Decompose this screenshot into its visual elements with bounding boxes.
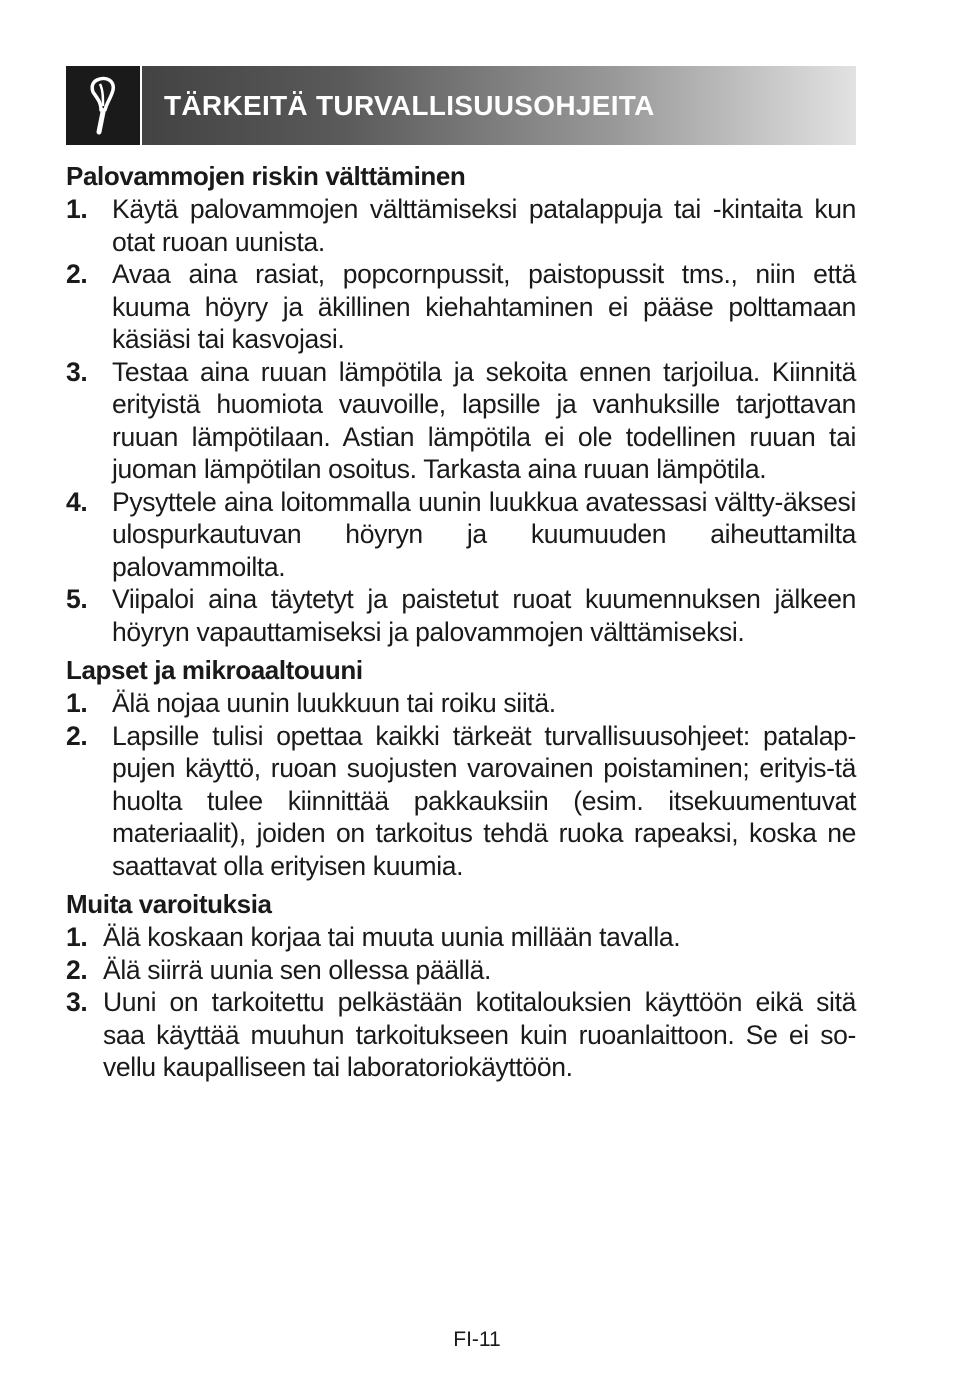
list-item [66,720,856,883]
list-item [66,583,856,648]
item-number: 2. [66,259,88,289]
item-text: Testaa aina ruuan lämpötila ja sekoita ennen tarjoilua. Kiinnitä erityistä huomiota vauvoille, lapsille ja vanhuksille tarjottavan ruuan lämpötilaan. Astian lämpötila ei ole todellinen ruuan tai juoman lämpötilan osoitus. Tarkasta aina ruuan lämpötila. [112,356,856,484]
item-number: 2. [66,720,88,751]
item-text: Älä siirrä uunia sen ollessa päällä. [103,954,492,985]
numbered-list [66,921,856,1084]
section-heading: Lapset ja mikroaaltouuni [66,655,363,685]
numbered-list [66,687,856,882]
item-text: Avaa aina rasiat, popcornpussit, paistopussit tms., niin että kuuma höyry ja äkillinen kiehahtaminen ei pääse polttamaan käsiäsi tai kasvojasi. [112,259,856,354]
list-item [66,258,856,356]
list-item [66,921,856,954]
item-number: 5. [66,584,88,614]
numbered-list [66,193,856,648]
section-other-warnings [66,888,856,1084]
item-number: 2. [66,954,88,985]
list-item [66,356,856,486]
item-text: Pysyttele aina loitommalla uunin luukkua avatessasi vältty-äksesi ulospurkautuvan höyryn ja kuumuuden aiheuttamilta palovammoilta. [112,486,856,582]
section-heading: Muita varoituksia [66,889,272,919]
item-number: 4. [66,486,88,517]
section-heading: Palovammojen riskin välttäminen [66,161,466,191]
item-text: Lapsille tulisi opettaa kaikki tärkeät turvallisuusohjeet: patalap-pujen käyttö, ruoan suojusten varovainen poistaminen; erityis-tä huolta tulee kiinnittää pakkauksiin (esim. itsekuumentuvat materiaalit), joiden on tarkoitus tehdä ruoka rapeaksi, koska ne saattavat olla erityisen kuumia. [112,720,856,881]
section-children [66,654,856,882]
item-number: 3. [66,987,88,1017]
list-item [66,193,856,258]
page-title: TÄRKEITÄ TURVALLISUUSOHJEITA [164,89,655,121]
content [66,160,856,1090]
item-text: Viipaloi aina täytetyt ja paistetut ruoat kuumennuksen jälkeen höyryn vapauttamiseksi ja palovammojen välttämiseksi. [112,584,856,647]
list-item [66,687,856,720]
item-text: Älä koskaan korjaa tai muuta uunia millään tavalla. [103,922,681,952]
item-number: 3. [66,356,88,387]
item-text: Uuni on tarkoitettu pelkästään kotitalouksien käyttöön eikä sitä saa käyttää muuhun tarkoitukseen kuin ruoanlaittoon. Se ei so-vellu kaupalliseen tai laboratoriokäyttöön. [103,987,856,1082]
item-number: 1. [66,688,88,718]
list-item [66,986,856,1084]
section-banner [66,66,856,145]
list-item [66,486,856,584]
item-number: 1. [66,922,88,952]
item-number: 1. [66,194,88,224]
item-text: Käytä palovammojen välttämiseksi patalappuja tai -kintaita kun otat ruoan uunista. [112,194,856,257]
list-item [66,954,856,987]
page-number: FI-11 [453,1328,501,1351]
section-burns [66,160,856,648]
item-text: Älä nojaa uunin luukkuun tai roiku siitä. [112,688,556,718]
exclamation-icon [66,66,142,145]
